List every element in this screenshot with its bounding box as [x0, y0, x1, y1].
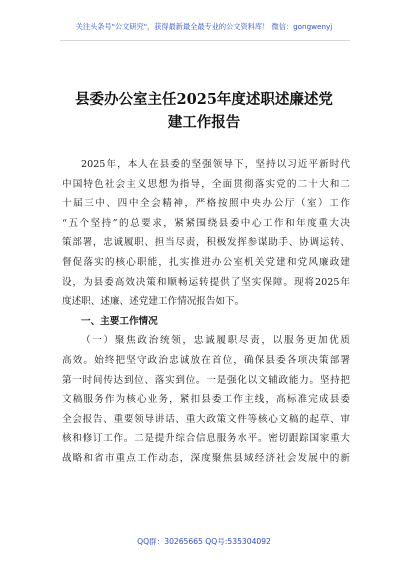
- text-line: 战略和省市重点工作动态，深度聚焦县域经济社会发展中的新: [62, 452, 350, 464]
- header-promo-note: 关注头条号"公文研究"，获得最新最全最专业的公文资料库！ 微信：gongwenyj: [75, 22, 333, 31]
- text-line: 中国特色社会主义思想为指导，全面贯彻落实党的二十大和二: [62, 178, 350, 190]
- text-line: （一）聚焦政治统领，忠诚履职尽责，以服务更加优质: [81, 335, 350, 347]
- title-line-1: 县委办公室主任2025年度述职述廉述党: [75, 91, 333, 108]
- text-line: 策部署，忠诚履职、担当尽责，积极发挥参谋助手、协调运转、: [62, 237, 350, 249]
- text-line: 督促落实的核心职能，扎实推进办公室机关党建和党风廉政建: [62, 256, 350, 268]
- text-line: 2025年，本人在县委的坚强领导下，坚持以习近平新时代: [81, 159, 350, 170]
- footer-contact-note: QQ群：30265665 QQ号:535304092: [137, 537, 271, 546]
- text-line: “五个坚持”的总要求，紧紧围绕县委中心工作和年度重大决: [62, 217, 350, 229]
- text-line: 全会报告、重要领导讲话、重大政策文件等核心文稿的起草、审: [62, 413, 350, 425]
- text-line: 度述职、述廉、述党建工作情况报告如下。: [62, 296, 245, 308]
- intro-paragraph: [62, 155, 350, 312]
- document-body: [62, 155, 350, 469]
- title-line-2: 建工作报告: [167, 114, 241, 131]
- text-line: 文稿服务作为核心业务，紧扣县委工作主线，高标准完成县委: [62, 394, 350, 406]
- text-line: 高效。始终把坚守政治忠诚放在首位，确保县委各项决策部署: [62, 354, 350, 366]
- document-title: [50, 88, 358, 134]
- text-line: 第一时间传达到位、落实到位。一是强化以文辅政能力。坚持把: [62, 374, 350, 386]
- text-line: 核和修订工作。二是提升综合信息服务水平。密切跟踪国家重大: [62, 433, 350, 445]
- section1-paragraph: [62, 331, 350, 468]
- section-heading: 一、主要工作情况: [81, 315, 158, 327]
- text-line: 设，为县委高效决策和顺畅运转提供了坚实保障。现将2025年: [62, 276, 350, 288]
- header-divider: [60, 40, 350, 41]
- text-line: 十届三中、四中全会精神，严格按照中央办公厅（室）工作: [62, 198, 350, 210]
